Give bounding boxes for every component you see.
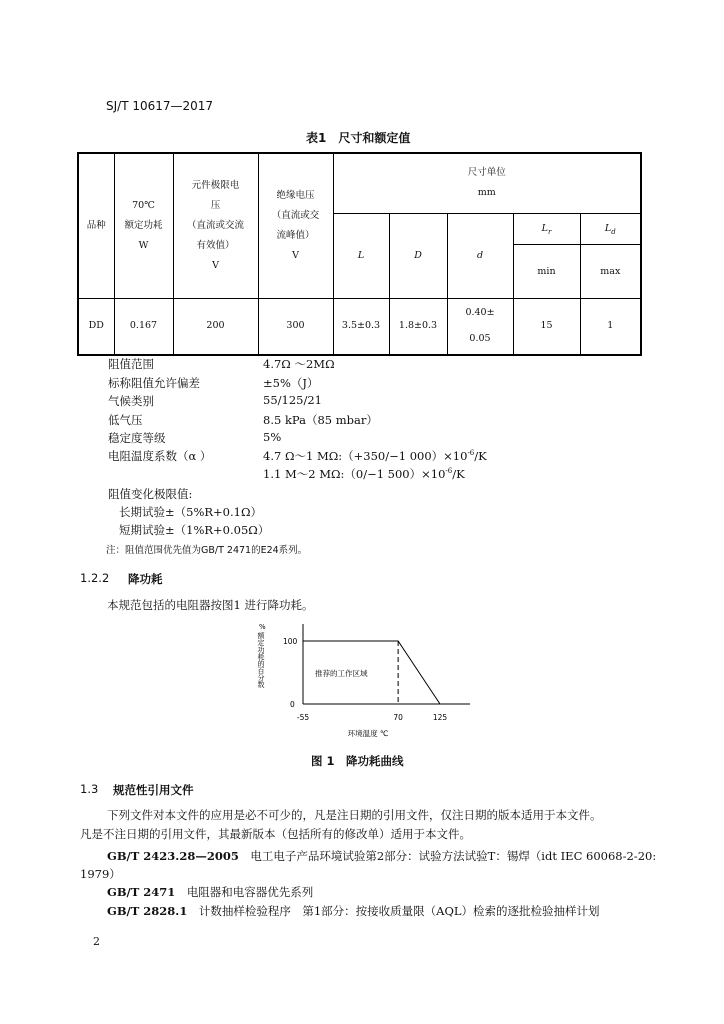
spec-label: 阻值范围 [108, 357, 154, 371]
section-title: 降功耗 [128, 572, 163, 586]
limits-short-term: 短期试验±（1%R+0.05Ω） [119, 523, 270, 537]
limits-long-term: 长期试验±（5%R+0.1Ω） [119, 505, 262, 519]
y-axis-label: 额定功耗的百分数 [257, 632, 265, 688]
y-tick-label: 0 [290, 700, 295, 709]
header-dim-D: D [389, 213, 447, 298]
header-dim-Ld: $L_d$ max [580, 213, 641, 298]
reference-item [107, 848, 656, 864]
spec-label: 气候类别 [108, 394, 154, 408]
section-title: 规范性引用文件 [113, 783, 194, 797]
header-dimensions: 尺寸单位 mm [333, 153, 641, 213]
document-code: SJ/T 10617—2017 [106, 99, 214, 113]
header-insulation-voltage: 绝缘电压 （直流或交 流峰值） V [258, 153, 333, 298]
derating-chart [240, 618, 480, 748]
header-dim-d: d [447, 213, 513, 298]
cell-Lr: 15 [513, 298, 580, 355]
reference-title: 电工电子产品环境试验第2部分：试验方法试验T：锡焊（idt IEC 60068-2-20: [250, 849, 657, 863]
header-dim-L: L [333, 213, 389, 298]
spec-value: 8.5 kPa（85 mbar） [263, 413, 378, 427]
section-body: 本规范包括的电阻器按图1 进行降功耗。 [107, 598, 314, 612]
region-label: 推荐的工作区域 [315, 669, 368, 678]
spec-label: 标称阻值允许偏差 [108, 376, 200, 390]
table-caption: 表1 尺寸和额定值 [306, 131, 411, 145]
spec-value: 5% [263, 430, 282, 444]
spec-value: 4.7Ω ～2MΩ [263, 357, 335, 371]
header-dim-Lr: $L_r$ min [513, 213, 580, 298]
reference-code: GB/T 2471 [107, 885, 176, 899]
reference-item [107, 884, 313, 900]
table-row [78, 298, 641, 355]
reference-title: 计数抽样检验程序 第1部分：按接收质量限（AQL）检索的逐批检验抽样计划 [198, 904, 600, 918]
header-limit-voltage: 元件极限电 压 （直流或交流 有效值） V [173, 153, 258, 298]
reference-continuation: 1979） [80, 867, 121, 881]
x-tick-label: 125 [432, 713, 448, 722]
section-intro-line: 下列文件对本文件的应用是必不可少的，凡是注日期的引用文件，仅注日期的版本适用于本文件。 [107, 808, 602, 822]
x-tick-label: 70 [393, 713, 403, 722]
table-note: 注：阻值范围优先值为GB/T 2471的E24系列。 [106, 545, 308, 556]
cell-D: 1.8±0.3 [389, 298, 447, 355]
section-number: 1.3 [80, 782, 99, 796]
reference-item [107, 903, 600, 919]
reference-title: 电阻器和电容器优先系列 [186, 885, 314, 899]
figure-caption: 图 1 降功耗曲线 [311, 754, 404, 768]
section-intro-line: 凡是不注日期的引用文件，其最新版本（包括所有的修改单）适用于本文件。 [80, 827, 471, 841]
section-number: 1.2.2 [80, 571, 110, 585]
spec-value: 1.1 M～2 MΩ:（0/−1 $500)\times 10^{-6}/K$ [263, 467, 465, 481]
cell-Ld: 1 [580, 298, 641, 355]
y-unit-label: % [259, 623, 266, 631]
spec-value: ±5%（J） [263, 376, 319, 390]
cell-insulation-voltage: 300 [258, 298, 333, 355]
cell-d: 0.40± 0.05 [447, 298, 513, 355]
spec-value: 4.7 Ω～1 MΩ:（+350/−1 $000)\times 10^{-6}/K$ [263, 449, 487, 463]
header-rated-power: 70℃ 额定功耗 W [114, 153, 173, 298]
x-axis-label: 环境温度 ℃ [347, 729, 389, 738]
page-number: 2 [93, 935, 100, 948]
header-type: 品种 [78, 153, 114, 298]
cell-type: DD [78, 298, 114, 355]
cell-L: 3.5±0.3 [333, 298, 389, 355]
cell-limit-voltage: 200 [173, 298, 258, 355]
rating-table [77, 152, 642, 356]
limits-title: 阻值变化极限值: [108, 487, 193, 501]
cell-power: 0.167 [114, 298, 173, 355]
spec-label: 低气压 [108, 413, 143, 427]
y-tick-label: 100 [283, 637, 298, 646]
reference-code: GB/T 2828.1 [107, 904, 188, 918]
reference-code: GB/T 2423.28—2005 [107, 849, 239, 863]
spec-label: 电阻温度系数（α ） [108, 449, 212, 463]
x-tick-label: -55 [296, 713, 310, 722]
spec-label: 稳定度等级 [108, 431, 166, 445]
spec-value: 55/125/21 [263, 393, 322, 407]
